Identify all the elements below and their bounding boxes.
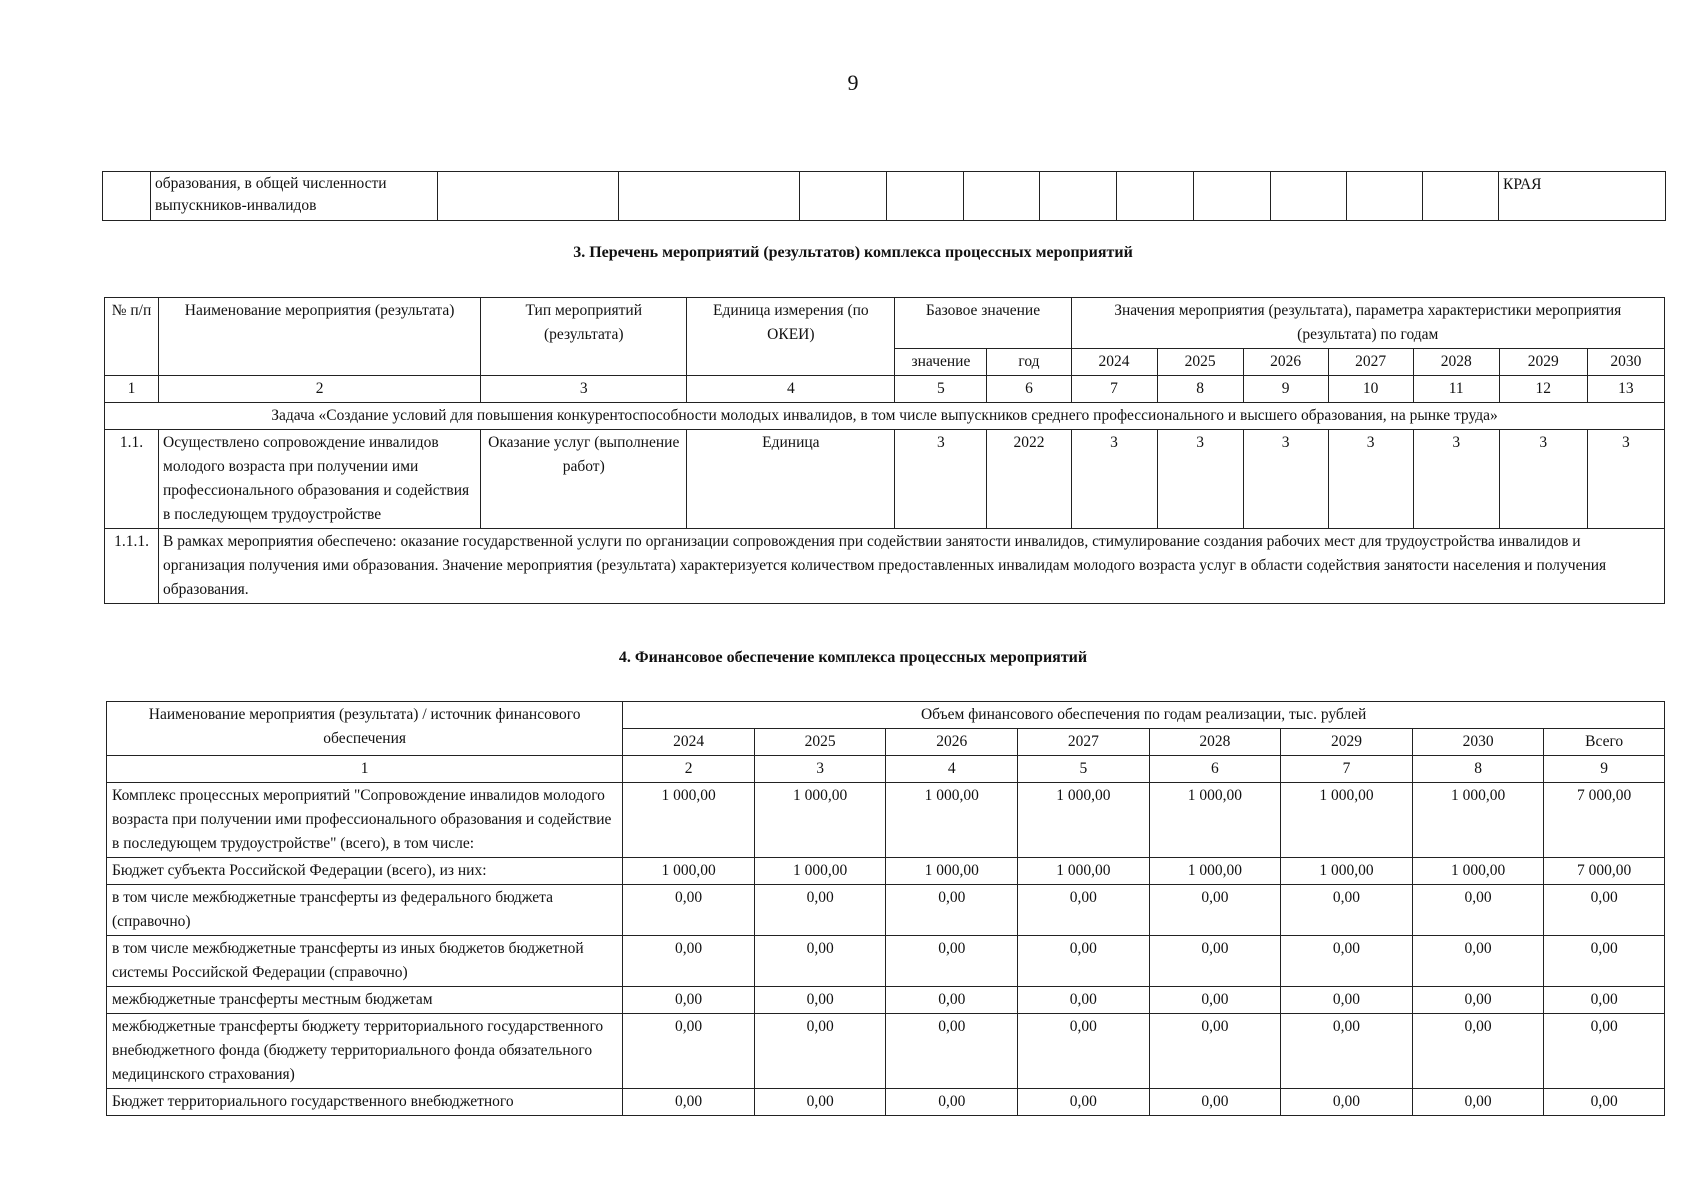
note-number: 1.1.1. <box>105 529 159 604</box>
total-cell: 0,00 <box>1544 1014 1665 1089</box>
source-name: в том числе межбюджетные трансферты из федерального бюджета (справочно) <box>107 885 623 936</box>
amount-cell: 0,00 <box>1149 885 1281 936</box>
col-header-type: Тип мероприятий (результата) <box>481 298 687 376</box>
base-value: 3 <box>895 430 987 529</box>
col-number: 8 <box>1157 376 1243 403</box>
amount-cell: 0,00 <box>754 1014 886 1089</box>
col-header-year: 2025 <box>1157 349 1243 376</box>
total-cell: 0,00 <box>1544 936 1665 987</box>
col-header-year: 2026 <box>886 729 1018 756</box>
amount-cell: 1 000,00 <box>1149 783 1281 858</box>
amount-cell: 0,00 <box>754 885 886 936</box>
col-number: 2 <box>159 376 481 403</box>
page-number: 9 <box>847 70 859 95</box>
col-number: 6 <box>987 376 1071 403</box>
col-number: 5 <box>1018 756 1150 783</box>
source-name: Бюджет территориального государственного внебюджетного <box>107 1089 623 1116</box>
table-row <box>107 783 1665 858</box>
amount-cell: 0,00 <box>1018 885 1150 936</box>
note-row <box>105 529 1665 604</box>
amount-cell: 0,00 <box>1281 987 1413 1014</box>
amount-cell: 0,00 <box>1149 1089 1281 1116</box>
amount-cell: 0,00 <box>1412 1089 1544 1116</box>
table-row <box>107 858 1665 885</box>
col-number: 9 <box>1544 756 1665 783</box>
amount-cell: 1 000,00 <box>1281 783 1413 858</box>
col-number: 6 <box>1149 756 1281 783</box>
col-header-values: Значения мероприятия (результата), параметра характеристики мероприятия (результата) по годам <box>1071 298 1664 349</box>
amount-cell: 0,00 <box>1412 1014 1544 1089</box>
amount-cell: 0,00 <box>886 987 1018 1014</box>
col-number: 5 <box>895 376 987 403</box>
base-year: 2022 <box>987 430 1071 529</box>
amount-cell: 1 000,00 <box>886 858 1018 885</box>
col-header-base: Базовое значение <box>895 298 1071 349</box>
source-name: в том числе межбюджетные трансферты из иных бюджетов бюджетной системы Российской Федерации (справочно) <box>107 936 623 987</box>
financing-table <box>106 701 1665 1116</box>
header-row <box>105 298 1665 349</box>
amount-cell: 1 000,00 <box>1018 858 1150 885</box>
amount-cell: 0,00 <box>1281 885 1413 936</box>
amount-cell: 0,00 <box>1412 987 1544 1014</box>
col-header-name: Наименование мероприятия (результата) / источник финансового обеспечения <box>107 702 623 756</box>
measure-type: Оказание услуг (выполнение работ) <box>481 430 687 529</box>
amount-cell: 1 000,00 <box>623 858 755 885</box>
column-number-row <box>105 376 1665 403</box>
continued-table-fragment <box>102 171 1666 221</box>
source-name: межбюджетные трансферты местным бюджетам <box>107 987 623 1014</box>
source-name: Комплекс процессных мероприятий "Сопровождение инвалидов молодого возраста при получении ими профессионального образования и содействие в последующем трудоустройстве" (всего), в том числе: <box>107 783 623 858</box>
table-row <box>103 172 1666 221</box>
amount-cell: 1 000,00 <box>1149 858 1281 885</box>
table-row <box>107 885 1665 936</box>
amount-cell: 0,00 <box>886 885 1018 936</box>
amount-cell: 0,00 <box>886 1014 1018 1089</box>
col-header-volume: Объем финансового обеспечения по годам реализации, тыс. рублей <box>623 702 1665 729</box>
amount-cell: 0,00 <box>1281 1089 1413 1116</box>
amount-cell: 1 000,00 <box>623 783 755 858</box>
amount-cell: 1 000,00 <box>754 783 886 858</box>
col-header-name: Наименование мероприятия (результата) <box>159 298 481 376</box>
header-row <box>107 702 1665 729</box>
note-text: В рамках мероприятия обеспечено: оказание государственной услуги по организации сопровождения при содействии занятости инвалидов, стимулирование создания рабочих мест для трудоустройства инвалидов и организация получения ими образования. Значение мероприятия (результата) характеризуется количеством предоставленных инвалидам молодого возраста услуг в области содействия занятости населения и получения образования. <box>159 529 1665 604</box>
year-value: 3 <box>1413 430 1499 529</box>
col-number: 10 <box>1328 376 1413 403</box>
year-value: 3 <box>1587 430 1664 529</box>
col-number: 11 <box>1413 376 1499 403</box>
col-header-unit: Единица измерения (по ОКЕИ) <box>687 298 895 376</box>
amount-cell: 0,00 <box>623 987 755 1014</box>
source-name: межбюджетные трансферты бюджету территориального государственного внебюджетного фонда (бюджету территориального фонда обязательного медицинского страхования) <box>107 1014 623 1089</box>
amount-cell: 0,00 <box>1412 936 1544 987</box>
measure-name: Осуществлено сопровождение инвалидов молодого возраста при получении ими профессионального образования и содействия в последующем трудоустройстве <box>159 430 481 529</box>
col-number: 2 <box>623 756 755 783</box>
total-cell: 0,00 <box>1544 987 1665 1014</box>
col-header-year: 2028 <box>1149 729 1281 756</box>
amount-cell: 0,00 <box>754 987 886 1014</box>
amount-cell: 0,00 <box>1149 1014 1281 1089</box>
col-number: 13 <box>1587 376 1664 403</box>
amount-cell: 0,00 <box>886 1089 1018 1116</box>
amount-cell: 0,00 <box>1018 987 1150 1014</box>
year-value: 3 <box>1243 430 1328 529</box>
amount-cell: 1 000,00 <box>1281 858 1413 885</box>
amount-cell: 1 000,00 <box>754 858 886 885</box>
col-header-base-year: год <box>987 349 1071 376</box>
col-header-year: 2027 <box>1328 349 1413 376</box>
col-number: 4 <box>886 756 1018 783</box>
year-value: 3 <box>1071 430 1157 529</box>
table-row <box>107 1089 1665 1116</box>
col-number: 3 <box>754 756 886 783</box>
amount-cell: 0,00 <box>1018 1089 1150 1116</box>
col-header-year: 2028 <box>1413 349 1499 376</box>
amount-cell: 1 000,00 <box>1412 858 1544 885</box>
table-row <box>107 1014 1665 1089</box>
task-text: Задача «Создание условий для повышения конкурентоспособности молодых инвалидов, в том числе выпускников среднего профессионального и высшего образования, на рынке труда» <box>105 403 1665 430</box>
amount-cell: 0,00 <box>1018 1014 1150 1089</box>
amount-cell: 0,00 <box>886 936 1018 987</box>
col-number: 8 <box>1412 756 1544 783</box>
amount-cell: 0,00 <box>623 1014 755 1089</box>
col-header-year: 2029 <box>1281 729 1413 756</box>
col-header-year: 2030 <box>1412 729 1544 756</box>
section-3-title: 3. Перечень мероприятий (результатов) комплекса процессных мероприятий <box>573 244 1133 261</box>
row-number: 1.1. <box>105 430 159 529</box>
table-row <box>107 987 1665 1014</box>
amount-cell: 0,00 <box>1412 885 1544 936</box>
measure-unit: Единица <box>687 430 895 529</box>
amount-cell: 0,00 <box>1149 936 1281 987</box>
amount-cell: 0,00 <box>1281 1014 1413 1089</box>
section-4-title: 4. Финансовое обеспечение комплекса процессных мероприятий <box>618 649 1088 666</box>
measures-table <box>104 297 1665 604</box>
col-number: 4 <box>687 376 895 403</box>
indicator-name-cell: образования, в общей численности выпускников-инвалидов <box>151 172 438 221</box>
year-value: 3 <box>1328 430 1413 529</box>
financing-rows <box>107 783 1665 1116</box>
amount-cell: 0,00 <box>623 885 755 936</box>
col-header-year: 2025 <box>754 729 886 756</box>
amount-cell: 0,00 <box>623 936 755 987</box>
col-header-year: 2030 <box>1587 349 1664 376</box>
task-row <box>105 403 1665 430</box>
amount-cell: 1 000,00 <box>1018 783 1150 858</box>
amount-cell: 0,00 <box>1018 936 1150 987</box>
amount-cell: 0,00 <box>623 1089 755 1116</box>
col-header-total: Всего <box>1544 729 1665 756</box>
amount-cell: 0,00 <box>1281 936 1413 987</box>
amount-cell: 1 000,00 <box>886 783 1018 858</box>
amount-cell: 1 000,00 <box>1412 783 1544 858</box>
col-number: 1 <box>107 756 623 783</box>
amount-cell: 0,00 <box>754 936 886 987</box>
col-number: 9 <box>1243 376 1328 403</box>
total-cell: 7 000,00 <box>1544 858 1665 885</box>
amount-cell: 0,00 <box>1149 987 1281 1014</box>
col-header-year: 2024 <box>623 729 755 756</box>
table-row <box>105 430 1665 529</box>
total-cell: 7 000,00 <box>1544 783 1665 858</box>
col-number: 7 <box>1281 756 1413 783</box>
col-number: 7 <box>1071 376 1157 403</box>
col-number: 3 <box>481 376 687 403</box>
table-row <box>107 936 1665 987</box>
total-cell: 0,00 <box>1544 1089 1665 1116</box>
source-name: Бюджет субъекта Российской Федерации (всего), из них: <box>107 858 623 885</box>
col-header-year: 2027 <box>1018 729 1150 756</box>
col-header-year: 2026 <box>1243 349 1328 376</box>
year-value: 3 <box>1499 430 1587 529</box>
total-cell: 0,00 <box>1544 885 1665 936</box>
col-header-year: 2024 <box>1071 349 1157 376</box>
col-header-year: 2029 <box>1499 349 1587 376</box>
col-header-base-value: значение <box>895 349 987 376</box>
amount-cell: 0,00 <box>754 1089 886 1116</box>
year-value: 3 <box>1157 430 1243 529</box>
region-cell: КРАЯ <box>1499 172 1666 221</box>
col-number: 12 <box>1499 376 1587 403</box>
column-number-row <box>107 756 1665 783</box>
col-number: 1 <box>105 376 159 403</box>
col-header-num: № п/п <box>105 298 159 376</box>
